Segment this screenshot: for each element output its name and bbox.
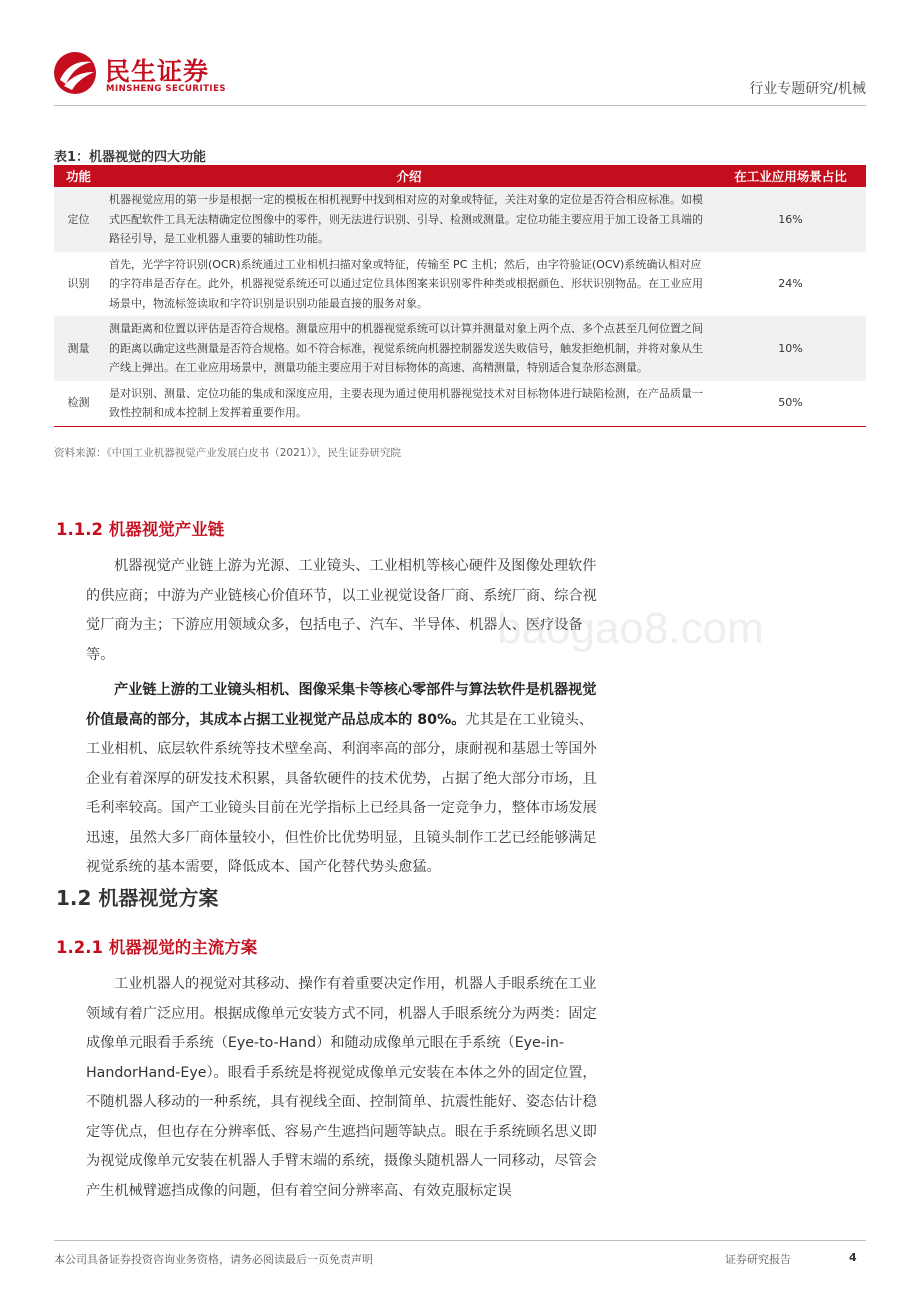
page-header: [0, 0, 920, 110]
paragraph-body: 尤其是在工业镜头、工业相机、底层软件系统等技术壁垒高、利润率高的部分，康耐视和基恩士等国外企业有着深厚的研发技术积累，具备软硬件的技术优势，占据了绝大部分市场，且毛利率较高。国产工业镜头目前在光学指标上已经具备一定竞争力，整体市场发展迅速，虽然大多厂商体量较小，但性价比优势明显，且镜头制作工艺已经能够满足视觉系统的基本需要，降低成本、国产化替代势头愈猛。: [86, 711, 597, 875]
paragraph-industry-chain: 机器视觉产业链上游为光源、工业镜头、工业相机等核心硬件及图像处理软件的供应商；中游为产业链核心价值环节，以工业视觉设备厂商、系统厂商、综合视觉厂商为主；下游应用领域众多，包括电子、汽车、半导体、机器人、医疗设备等。: [86, 558, 597, 663]
minsheng-logo-icon: [52, 50, 98, 96]
table-source: 资料来源：《中国工业机器视觉产业发展白皮书（2021）》，民生证券研究院: [54, 447, 401, 459]
function-cell: 测量: [54, 316, 103, 381]
table-title: 表1：机器视觉的四大功能: [54, 150, 207, 165]
function-cell: 检测: [54, 381, 103, 427]
page-number: 4: [849, 1251, 857, 1264]
ratio-cell: 16%: [715, 187, 866, 252]
functions-table: [54, 165, 866, 427]
paragraph-hand-eye-system: 工业机器人的视觉对其移动、操作有着重要决定作用，机器人手眼系统在工业领域有着广泛应用。根据成像单元安装方式不同，机器人手眼系统分为两类：固定成像单元眼看手系统（Eye-to-Hand）和随动成像单元眼在手系统（Eye-in-HandorHand-Eye）。眼看手系统是将视觉成像单元安装在本体之外的固定位置，不随机器人移动的一种系统，具有视线全面、控制简单、抗震性能好、姿态估计稳定等优点，但也存在分辨率低、容易产生遮挡问题等缺点。眼在手系统顾名思义即为视觉成像单元安装在机器人手臂末端的系统，摄像头随机器人一同移动，尽管会产生机械臂遮挡成像的问题，但有着空间分辨率高、有效克服标定误: [86, 976, 597, 1199]
ratio-cell: 10%: [715, 316, 866, 381]
paragraph-bold-lead: 产业链上游的工业镜头相机、图像采集卡等核心零部件与算法软件是机器视觉价值最高的部分，其成本占据工业视觉产品总成本的 80%。: [86, 682, 597, 728]
section-heading-1-2: 1.2 机器视觉方案: [56, 886, 219, 910]
description-cell: 首先，光学字符识别(OCR)系统通过工业相机扫描对象或特征，传输至 PC 主机；然后，由字符验证(OCV)系统确认相对应的字符串是否存在。此外，机器视觉系统还可以通过定位具体图案来识别零件种类或根据颜色、形状识别物品。在工业应用场景中，物流标签读取和字符识别是识别功能最直接的服务对象。: [109, 257, 703, 310]
section-heading-1-1-2: 1.1.2 机器视觉产业链: [56, 520, 225, 539]
table-row: [54, 316, 866, 381]
table-row: [54, 252, 866, 317]
header-introduction: 介绍: [103, 165, 715, 187]
description-cell: 测量距离和位置以评估是否符合规格。测量应用中的机器视觉系统可以计算并测量对象上两个点、多个点甚至几何位置之间的距离以确定这些测量是否符合规格。如不符合标准，视觉系统向机器控制器发送失败信号，触发拒绝机制，并将对象从生产线上弹出。在工业应用场景中，测量功能主要应用于对目标物体的高速、高精测量，特别适合复杂形态测量。: [103, 316, 715, 381]
table-row: [54, 187, 866, 252]
footer-disclaimer: 本公司具备证券投资咨询业务资格，请务必阅读最后一页免责声明: [54, 1253, 373, 1266]
footer-divider: [54, 1240, 866, 1241]
description-cell: 机器视觉应用的第一步是根据一定的模板在相机视野中找到相对应的对象或特征，关注对象的定位是否符合相应标准。如模式匹配软件工具无法精确定位图像中的零件，则无法进行识别、引导、检测或测量。定位功能主要应用于加工设备工具端的路径引导，是工业机器人重要的辅助性功能。: [103, 187, 715, 252]
header-function: 功能: [54, 165, 103, 187]
header-ratio: 在工业应用场景占比: [715, 165, 866, 187]
watermark: baogao8.com: [497, 604, 764, 653]
function-cell: 识别: [67, 277, 90, 290]
table-row: [54, 381, 866, 427]
minsheng-logo: [52, 50, 232, 100]
logo-chinese-name: 民生证券: [105, 57, 210, 86]
section-heading-1-2-1: 1.2.1 机器视觉的主流方案: [56, 938, 258, 957]
ratio-cell: 24%: [778, 277, 803, 290]
table-header-row: [54, 165, 866, 187]
description-cell: 是对识别、测量、定位功能的集成和深度应用，主要表现为通过使用机器视觉技术对目标物体进行缺陷检测，在产品质量一致性控制和成本控制上发挥着重要作用。: [103, 381, 715, 427]
footer-report-type: 证券研究报告: [725, 1253, 791, 1266]
ratio-cell: 50%: [715, 381, 866, 427]
logo-english-name: MINSHENG SECURITIES: [106, 84, 226, 94]
paragraph-upstream-value: [86, 676, 606, 883]
report-section-label: 行业专题研究/机械: [749, 81, 866, 97]
header-divider: [54, 105, 866, 106]
function-cell: 定位: [54, 187, 103, 252]
